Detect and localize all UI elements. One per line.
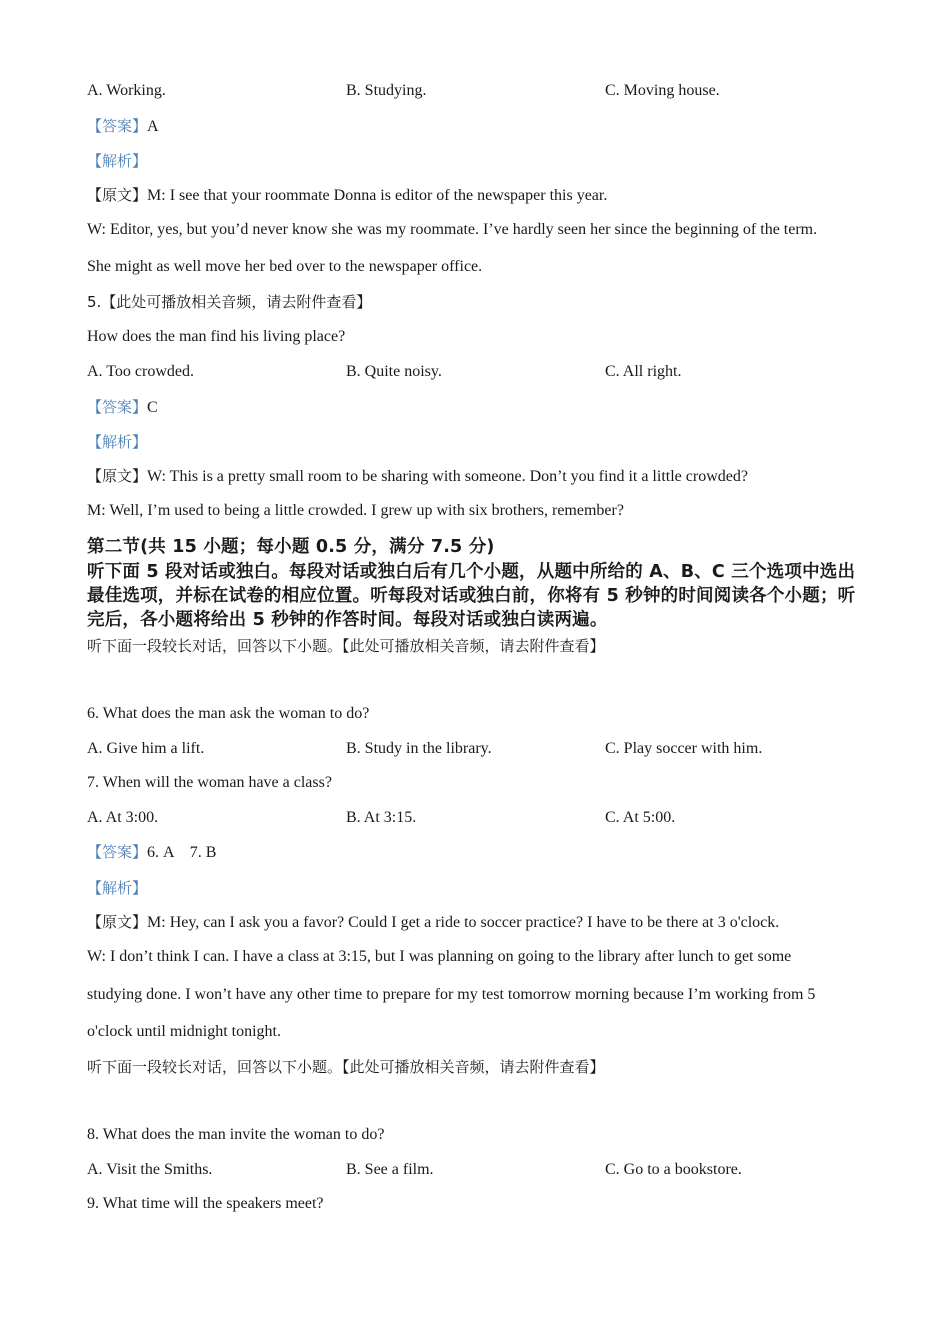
script-text: M: Hey, can I ask you a favor? Could I get a ride to soccer practice? I have to be there at 3 o'clock. [147, 914, 780, 931]
q4-option-b: B. Studying. [346, 82, 427, 99]
q7-option-a: A. At 3:00. [87, 809, 159, 826]
q5-heading: 5.【此处可播放相关音频，请去附件查看】 [87, 293, 372, 311]
q5-option-c: C. All right. [605, 363, 682, 380]
dialog1-script-line-2: W: I don’t think I can. I have a class at 3:15, but I was planning on going to the library after lunch to get some [87, 948, 792, 965]
answer-tag: 【答案】 [87, 843, 148, 861]
answer-tag: 【答案】 [87, 117, 148, 135]
answer-value: 6. A 7. B [147, 844, 217, 861]
dialog1-answer [87, 842, 862, 863]
q5-script-line-2: M: Well, I’m used to being a little crowded. I grew up with six brothers, remember? [87, 502, 624, 519]
dialog1-script-line-4: o'clock until midnight tonight. [87, 1023, 281, 1040]
q7-option-c: C. At 5:00. [605, 809, 676, 826]
q5-option-b: B. Quite noisy. [346, 363, 442, 380]
answer-value: A [147, 118, 159, 135]
q5-answer [87, 397, 862, 418]
q6-question: 6. What does the man ask the woman to do? [87, 705, 370, 722]
q7-option-b: B. At 3:15. [346, 809, 417, 826]
dialog1-analysis [87, 878, 862, 899]
q8-option-c: C. Go to a bookstore. [605, 1161, 742, 1178]
q4-analysis [87, 151, 862, 172]
dialog1-script-line-3: studying done. I won’t have any other time to prepare for my test tomorrow morning because I’m working from 5 [87, 986, 816, 1003]
script-text: W: This is a pretty small room to be sharing with someone. Don’t you find it a little crowded? [147, 468, 748, 485]
script-tag: 【原文】 [87, 467, 148, 485]
q7-question: 7. When will the woman have a class? [87, 774, 332, 791]
script-tag: 【原文】 [87, 186, 148, 204]
answer-tag: 【答案】 [87, 398, 148, 416]
q9-question: 9. What time will the speakers meet? [87, 1195, 324, 1212]
q4-script-line-2: W: Editor, yes, but you’d never know she was my roommate. I’ve hardly seen her since the beginning of the term. [87, 221, 818, 238]
q6-option-a: A. Give him a lift. [87, 740, 205, 757]
section-instructions: 听下面 5 段对话或独白。每段对话或独白后有几个小题，从题中所给的 A、B、C 三个选项中选出最佳选项，并标在试卷的相应位置。听每段对话或独白前，你将有 5 秒钟的时间阅读各个小题；听完后，各小题将给出 5 秒钟的作答时间。每段对话或独白读两遍。 [87, 562, 856, 630]
q8-option-a: A. Visit the Smiths. [87, 1161, 213, 1178]
q4-option-a: A. Working. [87, 82, 166, 99]
q4-script-line-3: She might as well move her bed over to the newspaper office. [87, 258, 483, 275]
q5-script-line-1 [87, 466, 862, 487]
q4-answer [87, 116, 862, 137]
q8-option-b: B. See a film. [346, 1161, 434, 1178]
q4-script-line-1 [87, 185, 862, 206]
q6-option-c: C. Play soccer with him. [605, 740, 763, 757]
analysis-tag: 【解析】 [87, 152, 148, 170]
dialog1-script-line-1 [87, 912, 862, 933]
dialog2-intro: 听下面一段较长对话，回答以下小题。【此处可播放相关音频，请去附件查看】 [87, 1058, 605, 1076]
section-title: 第二节(共 15 小题；每小题 0.5 分，满分 7.5 分) [87, 537, 495, 557]
script-tag: 【原文】 [87, 913, 148, 931]
script-text: M: I see that your roommate Donna is editor of the newspaper this year. [147, 187, 608, 204]
dialog1-intro: 听下面一段较长对话，回答以下小题。【此处可播放相关音频，请去附件查看】 [87, 637, 605, 655]
analysis-tag: 【解析】 [87, 879, 148, 897]
q5-question: How does the man find his living place? [87, 328, 346, 345]
answer-value: C [147, 399, 158, 416]
q4-option-c: C. Moving house. [605, 82, 720, 99]
q8-question: 8. What does the man invite the woman to do? [87, 1126, 385, 1143]
q5-option-a: A. Too crowded. [87, 363, 195, 380]
analysis-tag: 【解析】 [87, 433, 148, 451]
q5-analysis [87, 432, 862, 453]
q6-option-b: B. Study in the library. [346, 740, 492, 757]
